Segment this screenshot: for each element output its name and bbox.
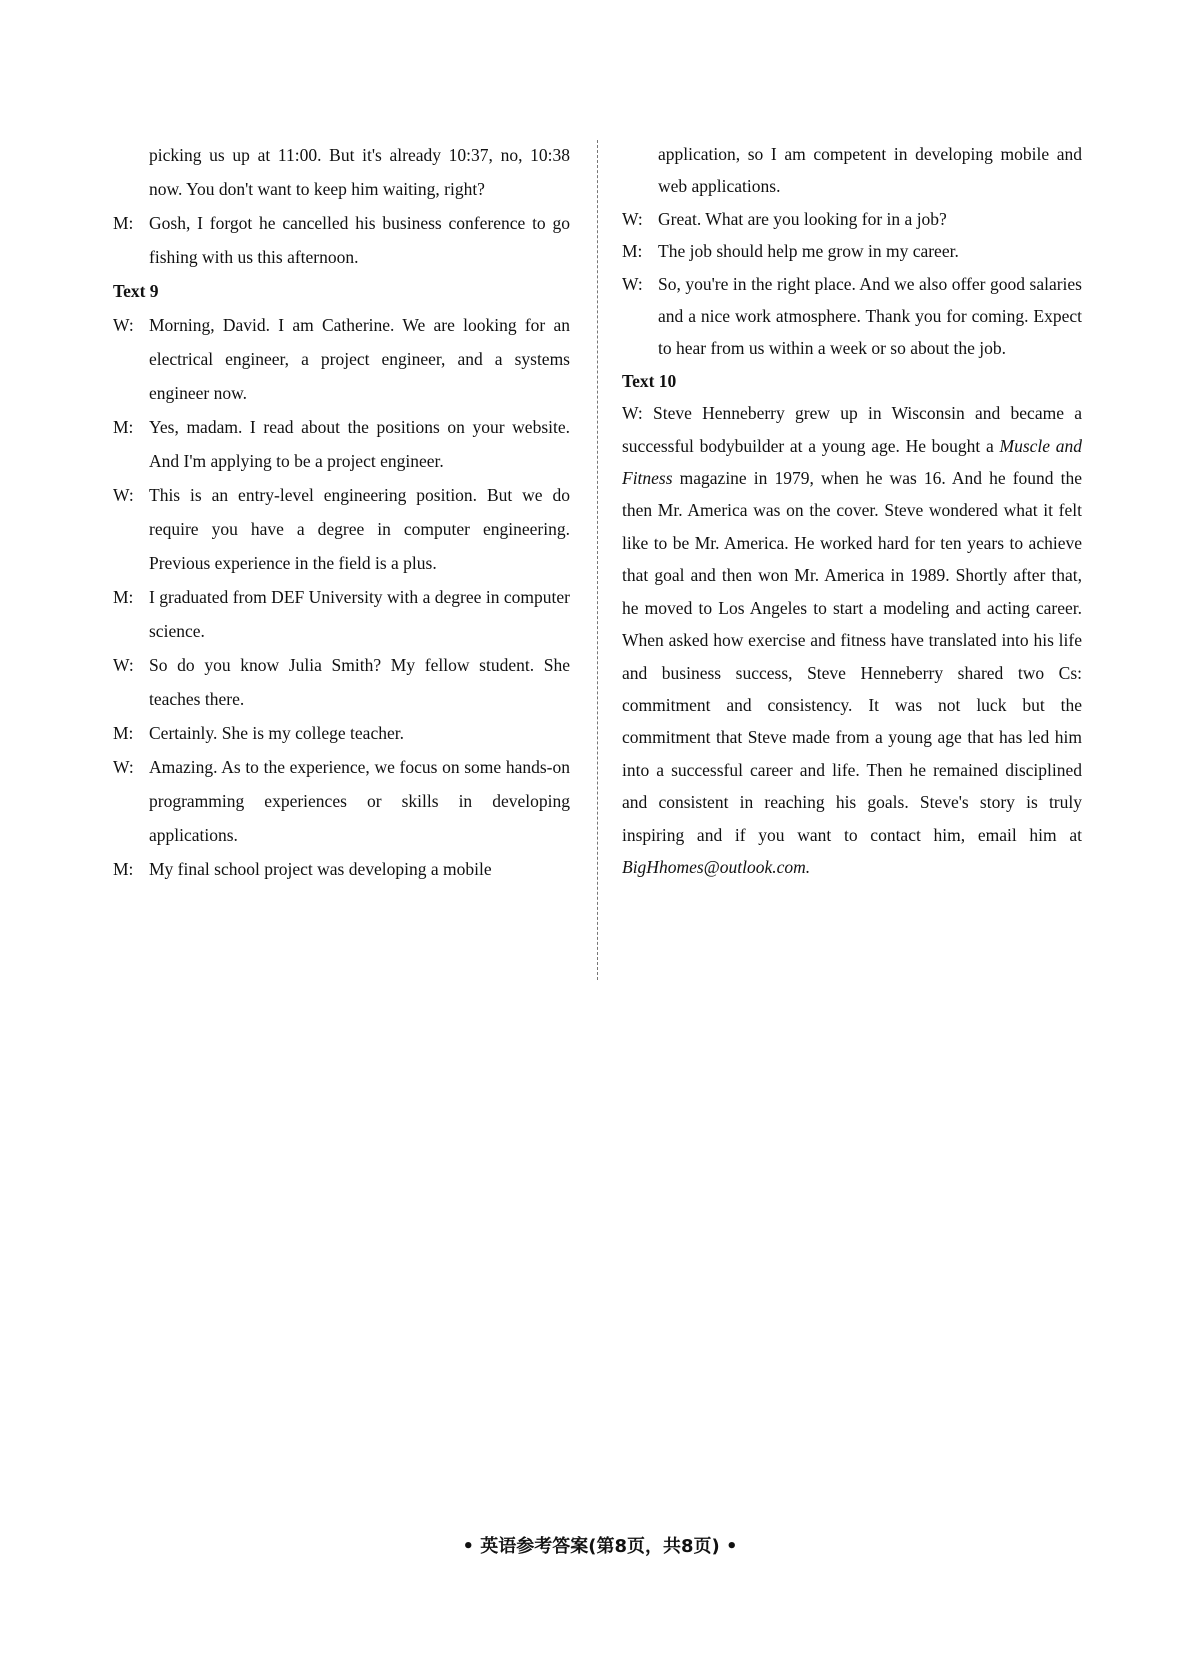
page-footer: • 英语参考答案(第8页，共8页) •	[462, 1536, 738, 1557]
turn-text: So do you know Julia Smith? My fellow student. She teaches there.	[149, 655, 570, 709]
speaker-label: M:	[113, 417, 134, 437]
dialogue-turn	[113, 716, 570, 750]
turn-text: Amazing. As to the experience, we focus on some hands-on programming experiences or skills in developing applications.	[149, 757, 570, 845]
left-column	[113, 138, 570, 886]
monologue-text: magazine in 1979, when he was 16. And he found the then Mr. America was on the cover. Steve wondered what it felt like to be Mr. America. He worked hard for ten years to achieve that goal and then won Mr. America in 1989. Shortly after that, he moved to Los Angeles to start a modeling and acting career. When asked how exercise and fitness have translated into his life and business success, Steve Henneberry shared two Cs: commitment and consistency. It was not luck but the commitment that Steve made from a young age that has led him into a successful career and life. Then he remained disciplined and consistent in reaching his goals. Steve's story is truly inspiring and if you want to contact him, email him at	[622, 468, 1082, 845]
speaker-label: W:	[113, 757, 134, 777]
dialogue-turn	[113, 648, 570, 716]
speaker-label: W:	[113, 485, 134, 505]
continued-dialogue: application, so I am competent in developing mobile and web applications.	[658, 144, 1082, 197]
speaker-label: W:	[113, 655, 134, 675]
magazine-title: Muscle and Fitness	[622, 435, 1082, 489]
dialogue-turn	[113, 308, 570, 410]
monologue-text: Steve Henneberry grew up in Wisconsin and became a successful bodybuilder at a young age. He bought a	[622, 403, 1082, 456]
section-heading-text10: Text 10	[622, 370, 677, 391]
continued-dialogue: picking us up at 11:00. But it's already 10:37, no, 10:38 now. You don't want to keep him waiting, right?	[149, 145, 570, 199]
monologue-paragraph	[622, 397, 1082, 883]
dialogue-turn	[113, 410, 570, 478]
turn-text: Yes, madam. I read about the positions on your website. And I'm applying to be a project engineer.	[149, 417, 570, 471]
section-heading-text9: Text 9	[113, 281, 159, 301]
speaker-label: M:	[113, 859, 134, 879]
turn-text: My final school project was developing a mobile	[149, 859, 492, 879]
speaker-label: W:	[622, 273, 643, 294]
dialogue-turn	[113, 478, 570, 580]
dialogue-turn	[622, 235, 1082, 267]
speaker-label: M:	[113, 723, 134, 743]
right-column	[622, 138, 1082, 883]
speaker-label: W:	[622, 403, 643, 424]
turn-text: Morning, David. I am Catherine. We are looking for an electrical engineer, a project engineer, and a systems engineer now.	[149, 315, 570, 403]
speaker-label: W:	[622, 208, 643, 229]
turn-text: I graduated from DEF University with a degree in computer science.	[149, 587, 570, 641]
turn-text: Great. What are you looking for in a job?	[658, 208, 947, 229]
turn-text: The job should help me grow in my career.	[658, 241, 959, 262]
turn-text: So, you're in the right place. And we also offer good salaries and a nice work atmosphere. Thank you for coming. Expect to hear from us within a week or so about the job.	[658, 273, 1082, 359]
speaker-label: M:	[622, 241, 643, 262]
speaker-label: W:	[113, 315, 134, 335]
dialogue-turn	[113, 580, 570, 648]
turn-text: Gosh, I forgot he cancelled his business conference to go fishing with us this afternoon.	[149, 213, 570, 267]
turn-text: Certainly. She is my college teacher.	[149, 723, 404, 743]
dialogue-turn	[113, 206, 570, 274]
email-address: BigHhomes@outlook.com.	[622, 856, 811, 877]
dialogue-turn	[622, 268, 1082, 365]
column-divider	[597, 140, 598, 980]
turn-text: This is an entry-level engineering position. But we do require you have a degree in computer engineering. Previous experience in the field is a plus.	[149, 485, 570, 573]
speaker-label: M:	[113, 587, 134, 607]
dialogue-turn	[113, 852, 570, 886]
dialogue-turn	[622, 203, 1082, 235]
dialogue-turn	[113, 750, 570, 852]
speaker-label: M:	[113, 213, 134, 233]
